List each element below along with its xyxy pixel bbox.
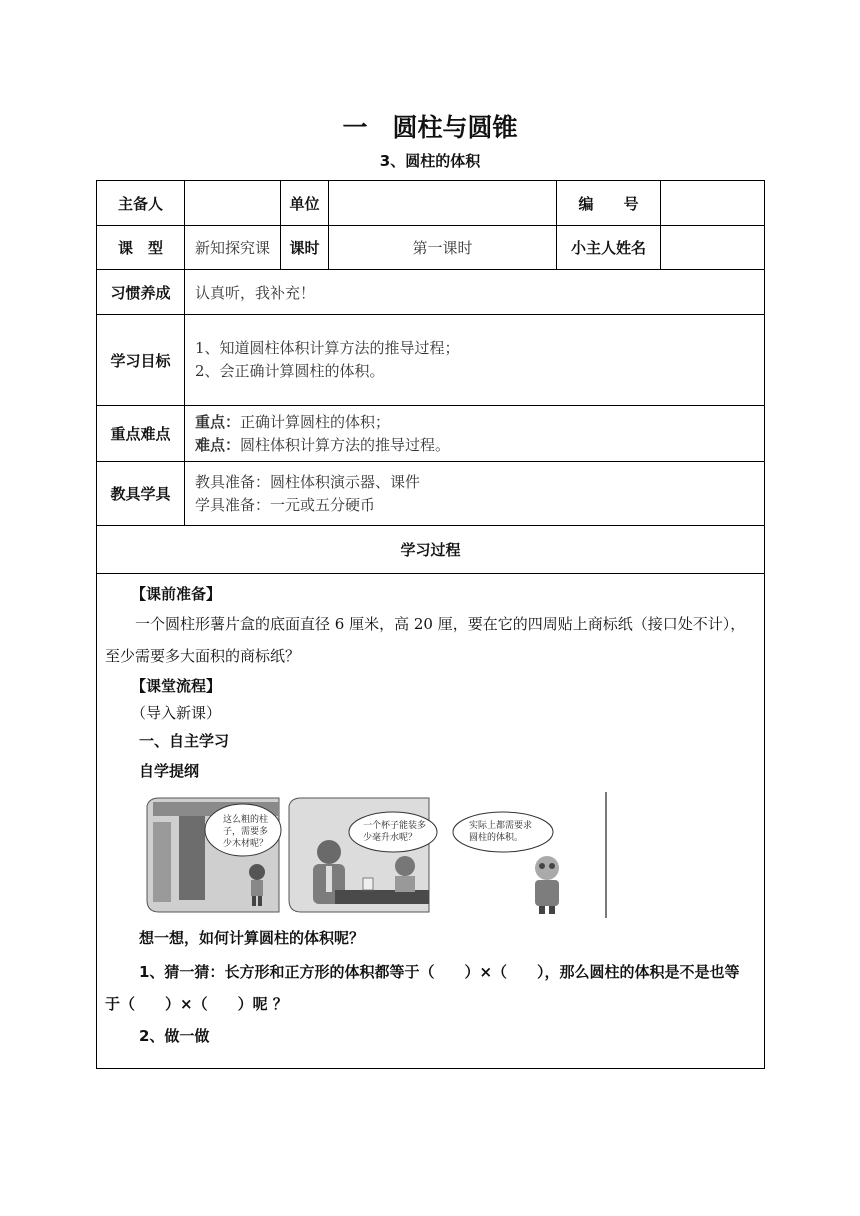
pre-class-problem: 一个圆柱形薯片盒的底面直径 6 厘米，高 20 厘，要在它的四周贴上商标纸（接口处不计），至少需要多大面积的商标纸？ [105, 615, 746, 665]
process-row [97, 574, 765, 1069]
student-name-value[interactable] [661, 226, 765, 270]
lesson-subtitle: 3、圆柱的体积 [379, 152, 481, 170]
unit-value[interactable] [329, 181, 557, 226]
bubble1-line: 少木材呢？ [223, 839, 269, 849]
grandpa-icon [535, 856, 559, 914]
period-label: 课时 [281, 226, 329, 270]
key-point-text: 正确计算圆柱的体积； [240, 412, 391, 431]
pre-class-heading: 【课前准备】 [131, 585, 222, 603]
info-row-2 [97, 226, 765, 270]
tools-label: 教具学具 [97, 462, 185, 526]
student-name-label: 小主人姓名 [557, 226, 661, 270]
difficulty-text: 圆柱体积计算方法的推导过程。 [240, 435, 451, 454]
bubble1-line: 这么粗的柱 [223, 815, 269, 825]
goal-item: 2、会正确计算圆柱的体积。 [195, 362, 385, 380]
do-heading: 2、做一做 [139, 1027, 210, 1045]
guess-question: 1、猜一猜：长方形和正方形的体积都等于（ ）×（ ），那么圆柱的体积是不是也等于（ ）×（ ）呢 ？ [105, 963, 740, 1013]
number-value[interactable] [661, 181, 765, 226]
habit-label: 习惯养成 [97, 270, 185, 315]
bubble2-line: 一个杯子能装多 [363, 821, 427, 831]
lesson-plan-table [96, 180, 765, 1069]
goal-item: 1、知道圆柱体积计算方法的推导过程； [195, 339, 460, 357]
tools-content [185, 462, 765, 526]
goals-content [185, 315, 765, 406]
process-header: 学习过程 [97, 526, 765, 574]
key-difficulty-label: 重点难点 [97, 406, 185, 462]
habit-row [97, 270, 765, 315]
lesson-type-label: 课 型 [97, 226, 185, 270]
key-point-line [195, 411, 764, 434]
teacher-tools: 教具准备：圆柱体积演示器、课件 [195, 472, 421, 491]
cartoon-illustration [139, 792, 607, 918]
document-title: 一 圆柱与圆锥 [342, 113, 518, 142]
desk-icon [335, 890, 429, 904]
info-row-1 [97, 181, 765, 226]
key-point-label: 重点： [195, 412, 241, 431]
bubble3-line: 圆柱的体积。 [469, 833, 524, 843]
section-self-study: 一、自主学习 [139, 732, 230, 750]
bubble1-line: 子，需要多 [223, 827, 269, 837]
key-content [185, 406, 765, 462]
process-header-row [97, 526, 765, 574]
think-question: 想一想，如何计算圆柱的体积呢？ [139, 929, 365, 947]
number-label: 编 号 [557, 181, 661, 226]
process-content [97, 574, 765, 1069]
unit-label: 单位 [281, 181, 329, 226]
key-row [97, 406, 765, 462]
goals-row [97, 315, 765, 406]
goals-label: 学习目标 [97, 315, 185, 406]
bubble2-line: 少毫升水呢？ [363, 833, 418, 843]
tools-row [97, 462, 765, 526]
intro-note: （导入新课） [131, 704, 222, 722]
cup-icon [363, 878, 373, 890]
preparer-label: 主备人 [97, 181, 185, 226]
difficulty-line [195, 434, 764, 457]
lesson-type-value: 新知探究课 [185, 226, 281, 270]
bubble3-line: 实际上都需要求 [469, 821, 533, 831]
period-value: 第一课时 [329, 226, 557, 270]
habit-text: 认真听，我补充！ [185, 270, 765, 315]
self-study-outline: 自学提纲 [139, 762, 200, 780]
class-flow-heading: 【课堂流程】 [131, 677, 222, 695]
difficulty-label: 难点： [195, 435, 241, 454]
preparer-value[interactable] [185, 181, 281, 226]
pillar-icon [179, 816, 205, 900]
student-tools: 学具准备：一元或五分硬币 [195, 495, 376, 514]
